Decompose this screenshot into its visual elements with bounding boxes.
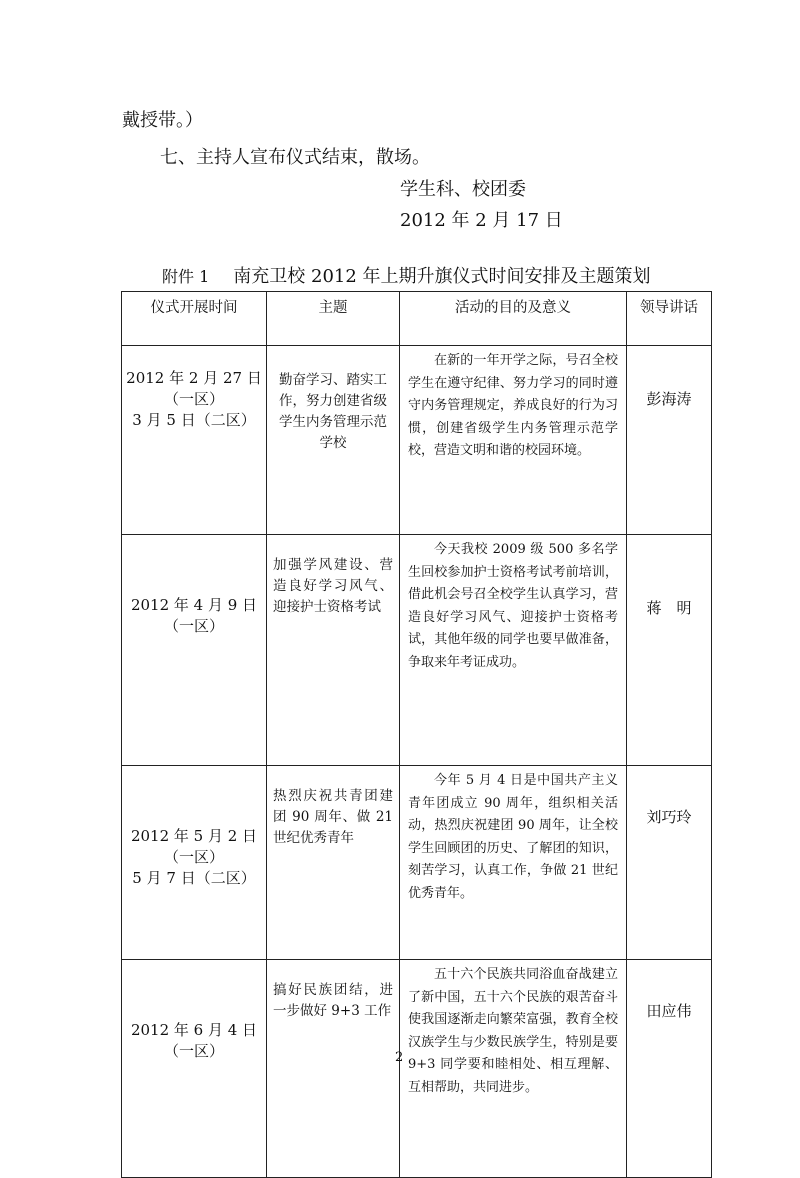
intro-continuation-line: 戴授带。） (122, 110, 203, 131)
date-line: 2012 年 5 月 2 日 (130, 827, 258, 845)
header-purpose: 活动的目的及意义 (400, 292, 627, 346)
cell-theme: 勤奋学习、踏实工作，努力创建省级学生内务管理示范学校 (267, 346, 400, 535)
cell-purpose: 今年 5 月 4 日是中国共产主义青年团成立 90 周年，组织相关活动，热烈庆祝建团 90 周年，让全校学生回顾团的历史、了解团的知识，刻苦学习，认真工作，争做 21 世纪优秀青年。 (400, 766, 627, 960)
date-line: （一区） (163, 617, 224, 635)
table-header-row (122, 292, 712, 346)
signature-organization: 学生科、校团委 (400, 179, 526, 200)
closing-step-line: 七、主持人宣布仪式结束，散场。 (160, 147, 430, 168)
header-theme: 主题 (267, 292, 400, 346)
cell-leader: 蒋 明 (627, 535, 712, 766)
date-line: 3 月 5 日（二区） (132, 411, 256, 429)
date-line: 5 月 7 日（二区） (132, 869, 256, 887)
cell-purpose: 五十六个民族共同浴血奋战建立了新中国，五十六个民族的艰苦奋斗使我国逐渐走向繁荣富强，教育全校汉族学生与少数民族学生，特别是要 9+3 同学要和睦相处、相互理解、互相帮助，共同进步。 (400, 960, 627, 1178)
page-number: 2 (395, 1050, 404, 1065)
cell-date (122, 346, 267, 535)
cell-date (122, 535, 267, 766)
signature-date: 2012 年 2 月 17 日 (400, 210, 563, 231)
cell-leader: 彭海涛 (627, 346, 712, 535)
table-row (122, 960, 712, 1178)
table-row (122, 346, 712, 535)
cell-purpose: 在新的一年开学之际，号召全校学生在遵守纪律、努力学习的同时遵守内务管理规定，养成良好的行为习惯，创建省级学生内务管理示范学校，营造文明和谐的校园环境。 (400, 346, 627, 535)
date-line: （一区） (163, 848, 224, 866)
cell-theme: 搞好民族团结，进一步做好 9+3 工作 (267, 960, 400, 1178)
attachment-label: 附件 1 (162, 267, 210, 286)
date-line: （一区） (163, 390, 224, 408)
attachment-caption (162, 262, 651, 288)
cell-date (122, 960, 267, 1178)
cell-theme: 加强学风建设、营造良好学习风气、迎接护士资格考试 (267, 535, 400, 766)
date-line: 2012 年 2 月 27 日 (126, 369, 262, 387)
attachment-title: 南充卫校 2012 年上期升旗仪式时间安排及主题策划 (233, 266, 651, 287)
table-row (122, 766, 712, 960)
table-row (122, 535, 712, 766)
cell-purpose: 今天我校 2009 级 500 多名学生回校参加护士资格考试考前培训，借此机会号召全校学生认真学习，营造良好学习风气、迎接护士资格考试，其他年级的同学也要早做准备，争取来年考证成功。 (400, 535, 627, 766)
cell-leader: 刘巧玲 (627, 766, 712, 960)
header-time: 仪式开展时间 (122, 292, 267, 346)
date-line: 2012 年 4 月 9 日 (130, 596, 258, 614)
cell-theme: 热烈庆祝共青团建团 90 周年、做 21 世纪优秀青年 (267, 766, 400, 960)
cell-leader: 田应伟 (627, 960, 712, 1178)
cell-date (122, 766, 267, 960)
schedule-table (121, 291, 712, 1178)
date-line: 2012 年 6 月 4 日 (130, 1021, 258, 1039)
date-line: （一区） (163, 1042, 224, 1060)
header-leader: 领导讲话 (627, 292, 712, 346)
